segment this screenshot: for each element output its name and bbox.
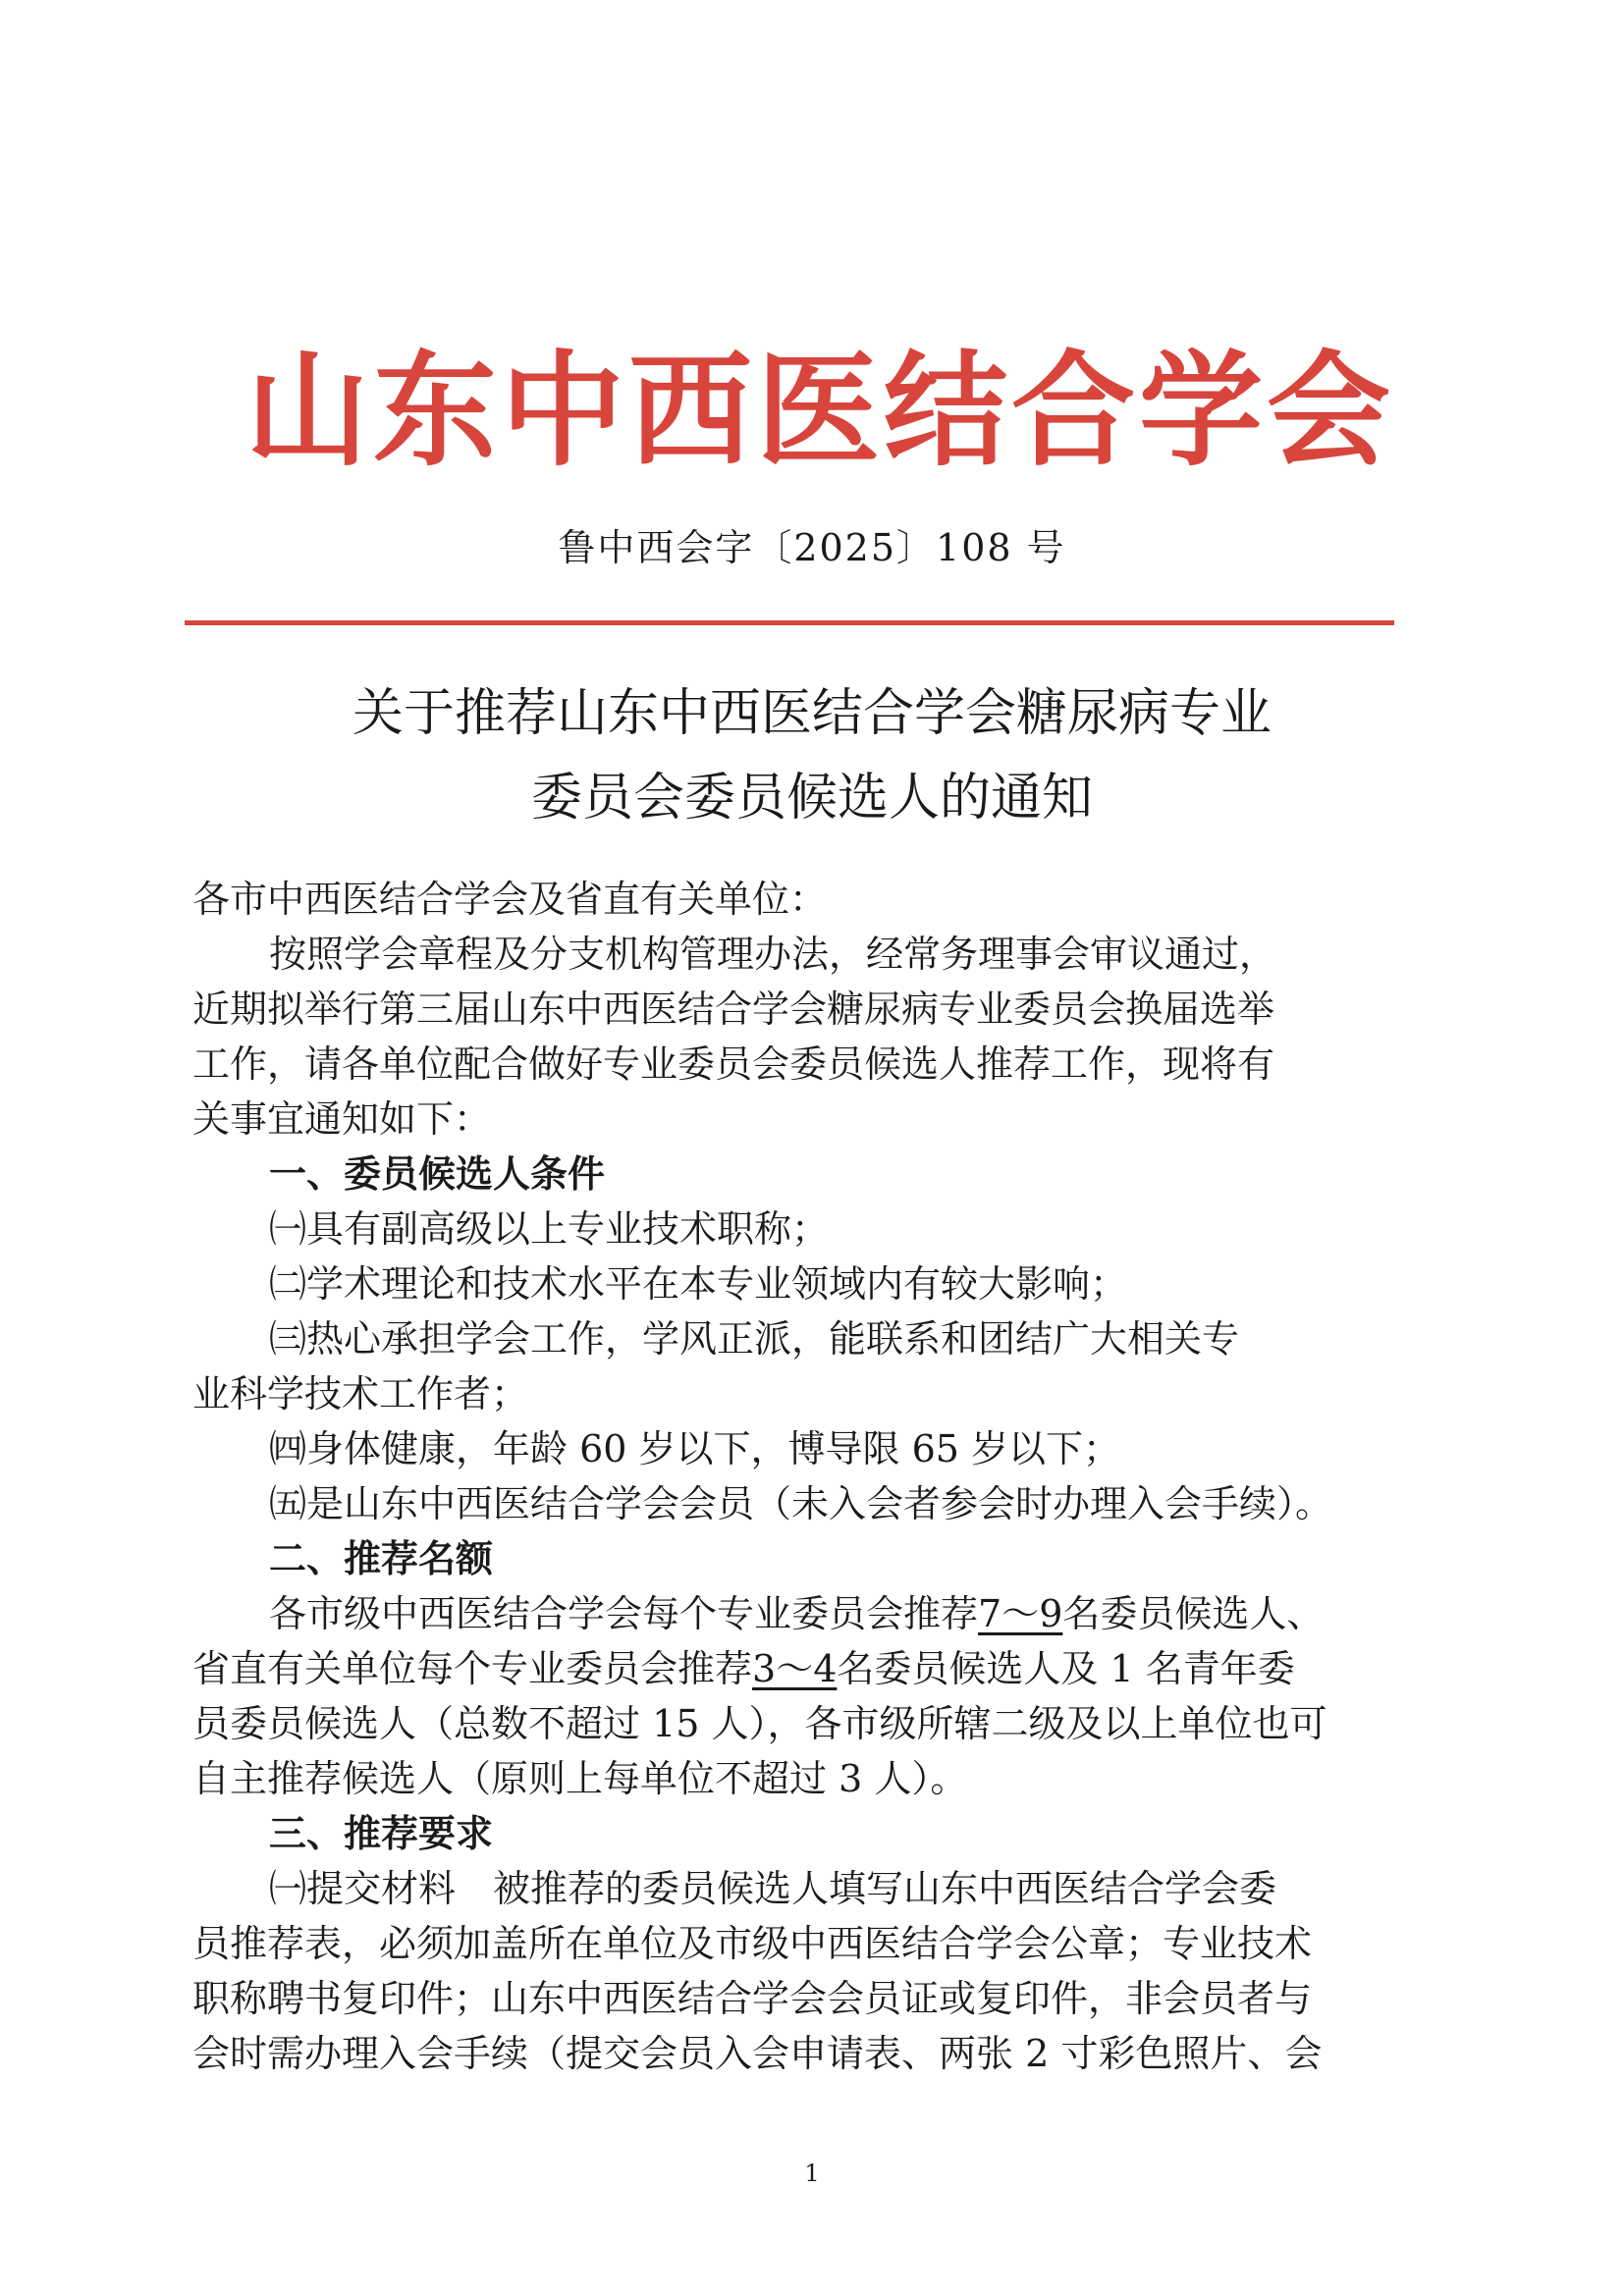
requirement-line: 职称聘书复印件；山东中西医结合学会会员证或复印件，非会员者与 [192, 1977, 1313, 2020]
quota-line: 员委员候选人（总数不超过 15 人），各市级所辖二级及以上单位也可 [192, 1702, 1327, 1745]
quota-range: 3～4 [752, 1647, 838, 1690]
organization-letterhead: 山东中西医结合学会 [245, 338, 1394, 483]
quota-line [269, 1586, 1324, 1641]
quota-text: 名委员候选人、 [1062, 1592, 1325, 1635]
quota-line: 自主推荐候选人（原则上每单位不超过 3 人）。 [192, 1757, 968, 1800]
intro-line: 关事宜通知如下： [192, 1097, 492, 1141]
quota-range: 7～9 [978, 1592, 1063, 1635]
salutation: 各市中西医结合学会及省直有关单位： [192, 878, 828, 921]
section-heading-quota: 二、推荐名额 [269, 1537, 494, 1580]
letterhead-divider [185, 620, 1394, 625]
quota-line [192, 1641, 1295, 1696]
requirement-line: ㈠提交材料 被推荐的委员候选人填写山东中西医结合学会委 [269, 1867, 1277, 1910]
intro-line: 工作，请各单位配合做好专业委员会委员候选人推荐工作，现将有 [192, 1042, 1275, 1086]
requirement-line: 会时需办理入会手续（提交会员入会申请表、两张 2 寸彩色照片、会 [192, 2032, 1323, 2075]
section-heading-candidate-conditions: 一、委员候选人条件 [269, 1152, 606, 1196]
document-number: 鲁中西会字〔2025〕108 号 [558, 526, 1066, 569]
notice-title-line-1: 关于推荐山东中西医结合学会糖尿病专业 [352, 684, 1272, 743]
quota-text: 名委员候选人及 1 名青年委 [837, 1647, 1295, 1690]
quota-text: 各市级中西医结合学会每个专业委员会推荐 [269, 1592, 979, 1635]
intro-line: 按照学会章程及分支机构管理办法，经常务理事会审议通过， [269, 933, 1277, 976]
quota-text: 省直有关单位每个专业委员会推荐 [192, 1647, 753, 1690]
condition-item: 业科学技术工作者； [192, 1372, 529, 1415]
condition-item: ㈠具有副高级以上专业技术职称； [269, 1207, 830, 1251]
condition-item: ㈤是山东中西医结合学会会员（未入会者参会时办理入会手续）。 [269, 1482, 1333, 1525]
intro-line: 近期拟举行第三届山东中西医结合学会糖尿病专业委员会换届选举 [192, 988, 1275, 1031]
condition-item: ㈢热心承担学会工作，学风正派，能联系和团结广大相关专 [269, 1317, 1240, 1361]
section-heading-requirements: 三、推荐要求 [269, 1812, 494, 1855]
requirement-line: 员推荐表，必须加盖所在单位及市级中西医结合学会公章；专业技术 [192, 1922, 1313, 1965]
notice-title-line-2: 委员会委员候选人的通知 [530, 769, 1093, 828]
page-number: 1 [804, 2160, 820, 2187]
condition-item: ㈡学术理论和技术水平在本专业领域内有较大影响； [269, 1262, 1128, 1306]
condition-item: ㈣身体健康，年龄 60 岁以下，博导限 65 岁以下； [269, 1427, 1121, 1470]
